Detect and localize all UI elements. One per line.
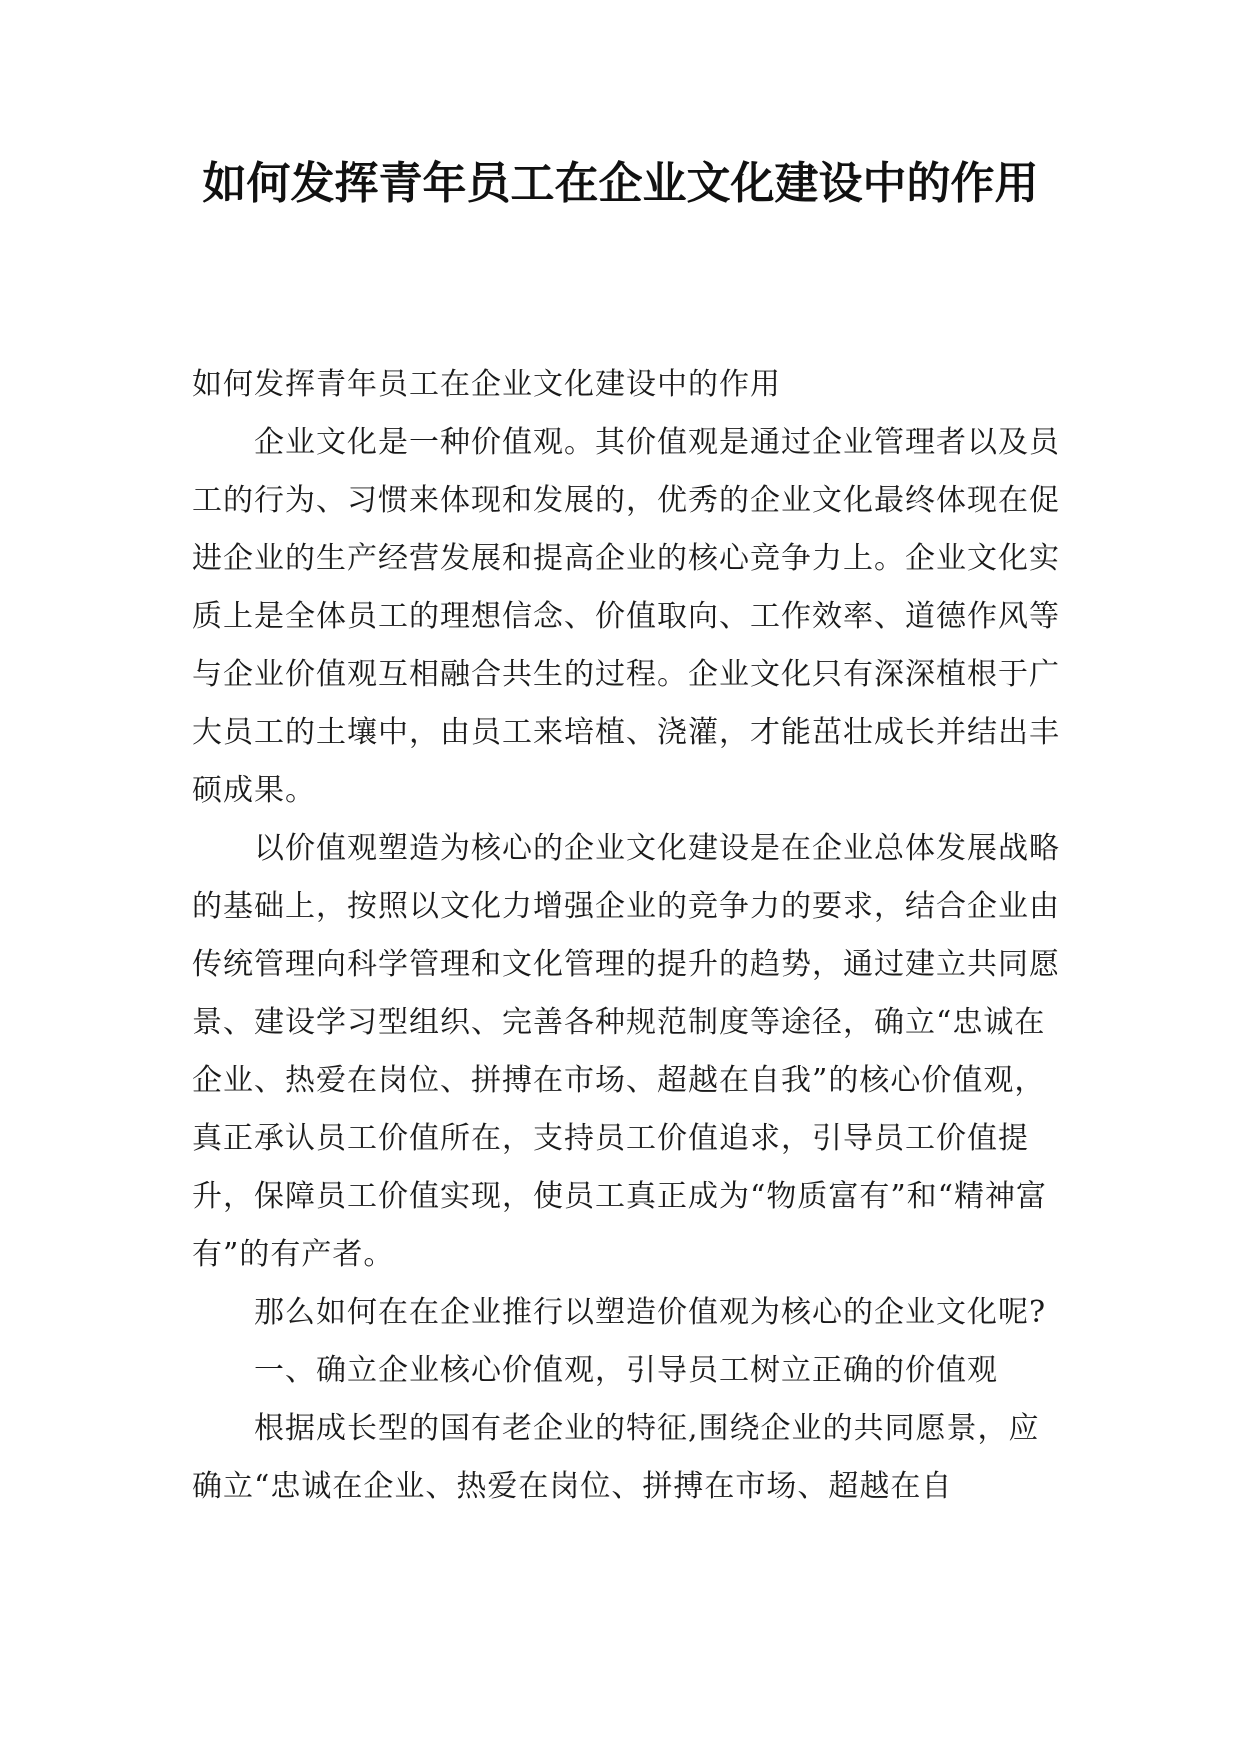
paragraph-3: 那么如何在在企业推行以塑造价值观为核心的企业文化呢? [254, 1295, 1047, 1330]
paragraph-subtitle: 如何发挥青年员工在企业文化建设中的作用 [192, 367, 781, 402]
document-body [192, 356, 1060, 1516]
section-heading-1: 一、确立企业核心价值观，引导员工树立正确的价值观 [254, 1353, 998, 1388]
paragraph-4: 根据成长型的国有老企业的特征,围绕企业的共同愿景，应确立“忠诚在企业、热爱在岗位、拼搏在市场、超越在自 [192, 1411, 1040, 1504]
document-title: 如何发挥青年员工在企业文化建设中的作用 [202, 158, 1039, 209]
paragraph-2: 以价值观塑造为核心的企业文化建设是在企业总体发展战略的基础上，按照以文化力增强企业的竞争力的要求，结合企业由传统管理向科学管理和文化管理的提升的趋势，通过建立共同愿景、建设学习型组织、完善各种规范制度等途径，确立“忠诚在企业、热爱在岗位、拼搏在市场、超越在自我”的核心价值观，真正承认员工价值所在，支持员工价值追求，引导员工价值提升，保障员工价值实现，使员工真正成为“物质富有”和“精神富有”的有产者。 [192, 831, 1060, 1272]
paragraph-1: 企业文化是一种价值观。其价值观是通过企业管理者以及员工的行为、习惯来体现和发展的，优秀的企业文化最终体现在促进企业的生产经营发展和提高企业的核心竞争力上。企业文化实质上是全体员工的理想信念、价值取向、工作效率、道德作风等与企业价值观互相融合共生的过程。企业文化只有深深植根于广大员工的土壤中，由员工来培植、浇灌，才能茁壮成长并结出丰硕成果。 [192, 425, 1060, 808]
